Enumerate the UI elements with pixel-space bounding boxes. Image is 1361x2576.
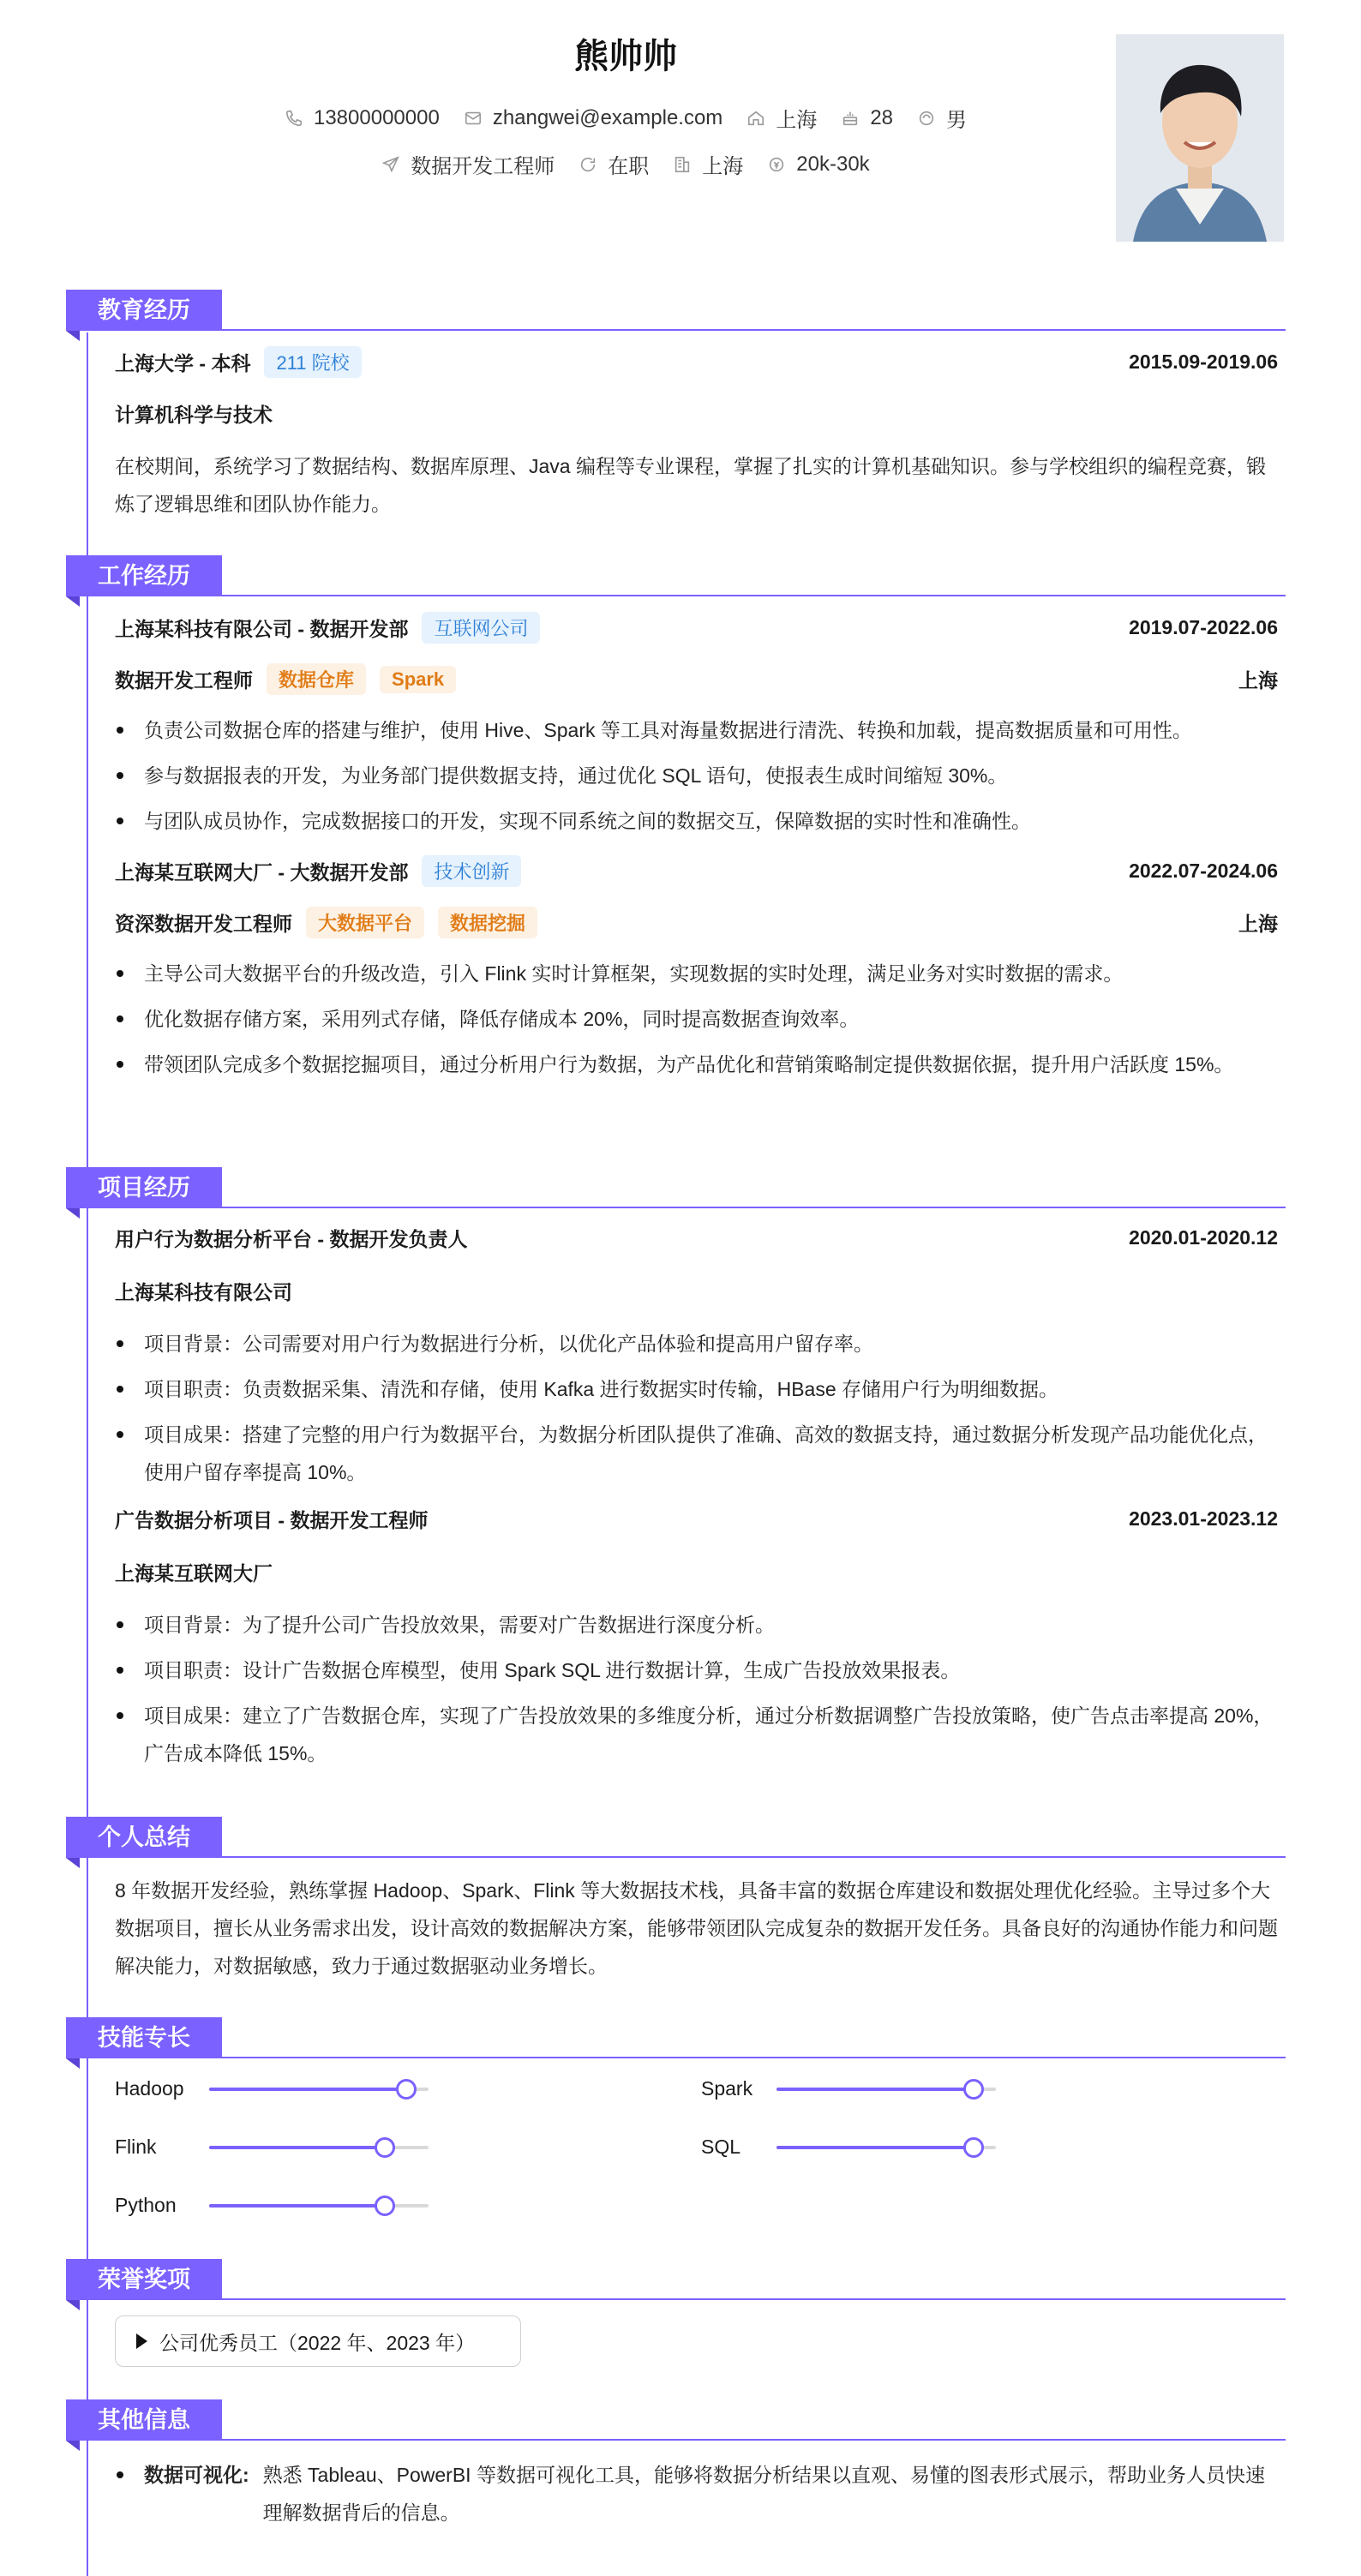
list-item: 带领团队完成多个数据挖掘项目，通过分析用户行为数据，为产品优化和营销策略制定提供数据依据，提升用户活跃度 15%。 [115,1045,1278,1083]
education-major: 计算机科学与技术 [115,404,273,426]
project-header [115,1224,1278,1252]
work-header [115,612,1278,644]
contact-row [0,103,1251,133]
skill-fill [209,2088,406,2091]
section-title: 荣誉奖项 [66,2259,222,2300]
section-title: 项目经历 [66,1167,222,1208]
skill-name: Flink [115,2136,157,2158]
skill-item [115,2136,429,2159]
skill-name: Python [115,2194,177,2216]
project-company: 上海某互联网大厂 [115,1562,273,1585]
education-description: 在校期间，系统学习了数据结构、数据库原理、Java 编程等专业课程，掌握了扎实的计算机基础知识。参与学校组织的编程竞赛，锻炼了逻辑思维和团队协作能力。 [115,455,1266,515]
timeline-line [87,332,88,2576]
phone-text: 13800000000 [313,105,440,129]
mail-icon [464,109,483,128]
education-header [115,346,1278,378]
skill-slider [209,2204,429,2208]
email-text: zhangwei@example.com [492,105,723,129]
skill-fill [209,2146,385,2149]
section-skills [66,2017,1286,2060]
phone-item [285,106,440,130]
skill-fill [776,2088,974,2091]
gender-icon [917,109,936,128]
honor-text: 公司优秀员工（2022 年、2023 年） [159,2331,476,2354]
section-rule [222,2057,1286,2058]
list-item: 负责公司数据仓库的搭建与维护，使用 Hive、Spark 等工具对海量数据进行清洗、转换和加载，提高数据质量和可用性。 [115,711,1278,749]
status-text: 在职 [608,155,650,178]
list-item: 项目背景：为了提升公司广告投放效果，需要对广告数据进行深度分析。 [115,1606,1278,1644]
education-period: 2015.09-2019.06 [1129,350,1278,373]
status-item [579,149,649,179]
honor-item[interactable] [115,2315,521,2367]
work-header [115,855,1278,887]
skill-item [115,2194,429,2217]
project-company-row [115,1558,1278,1586]
list-item: 优化数据存储方案，采用列式存储，降低存储成本 20%，同时提高数据查询效率。 [115,1000,1278,1038]
skill-item [701,2136,996,2159]
work-period: 2019.07-2022.06 [1129,616,1278,638]
work-city: 上海 [1238,669,1278,692]
company-tag: 技术创新 [422,855,521,887]
section-rule [222,1207,1286,1208]
section-summary [66,1817,1286,1860]
skill-knob [375,2137,395,2158]
section-rule [222,2439,1286,2441]
location-text: 上海 [776,109,818,132]
job-title-item [381,149,555,179]
age-text: 28 [870,105,894,129]
section-education [66,290,1286,332]
list-item [115,2456,1278,2531]
job-title-text: 数据开发工程师 [411,155,555,178]
home-icon [746,109,765,128]
gender-item [917,103,967,133]
section-rule [222,329,1286,331]
section-title: 个人总结 [66,1817,222,1858]
project-period: 2020.01-2020.12 [1129,1226,1278,1249]
work-period: 2022.07-2024.06 [1129,860,1278,882]
list-item: 主导公司大数据平台的升级改造，引入 Flink 实时计算框架，实现数据的实时处理，满足业务对实时数据的需求。 [115,955,1278,992]
job-intent-row [0,149,1251,179]
skill-slider [209,2088,429,2091]
building-icon [673,155,692,174]
other-label: 数据可视化: [144,2464,249,2486]
skill-item [701,2077,996,2100]
skill-item [115,2077,429,2100]
list-item: 项目背景：公司需要对用户行为数据进行分析，以优化产品体验和提高用户留存率。 [115,1325,1278,1363]
gender-text: 男 [946,109,968,132]
salary-item [767,153,869,177]
role-tag: Spark [380,666,456,693]
refresh-icon [579,155,597,174]
intended-city-item [673,149,743,179]
education-major-row [115,399,1278,428]
section-work [66,555,1286,598]
project-period: 2023.01-2023.12 [1129,1507,1278,1530]
school-tag: 211 院校 [264,346,361,378]
intended-city-text: 上海 [702,155,744,178]
work-role-row [115,907,1278,938]
work-role-row [115,663,1278,695]
skill-knob [963,2137,984,2158]
work-city: 上海 [1238,913,1278,935]
phone-icon [285,109,303,128]
skill-slider [776,2146,996,2149]
work-bullets [115,955,1278,1091]
company-tag: 互联网公司 [422,612,540,644]
project-header [115,1505,1278,1533]
list-item: 与团队成员协作，完成数据接口的开发，实现不同系统之间的数据交互，保障数据的实时性和准确性。 [115,802,1278,840]
project-title: 用户行为数据分析平台 - 数据开发负责人 [115,1228,468,1250]
role-tag: 数据挖掘 [438,907,537,938]
company-name: 上海某科技有限公司 - 数据开发部 [115,618,409,640]
school-name: 上海大学 - 本科 [115,352,251,374]
candidate-name: 熊帅帅 [574,38,677,75]
skill-slider [209,2146,429,2149]
project-title: 广告数据分析项目 - 数据开发工程师 [115,1509,429,1531]
salary-text: 20k-30k [796,152,870,176]
age-item [841,106,893,130]
skill-name: SQL [701,2136,741,2158]
section-honors [66,2259,1286,2302]
project-bullets [115,1606,1278,1780]
section-rule [222,2298,1286,2300]
skill-knob [396,2079,417,2100]
send-icon [381,155,400,174]
section-rule [222,1856,1286,1858]
section-title: 教育经历 [66,290,222,331]
role-tag: 数据仓库 [267,663,366,695]
project-company-row [115,1277,1278,1305]
location-item [746,103,817,133]
skill-fill [209,2204,385,2208]
section-title: 其他信息 [66,2399,222,2441]
section-other [66,2399,1286,2442]
money-icon [767,155,786,174]
role-name: 资深数据开发工程师 [115,913,292,935]
section-title: 工作经历 [66,555,222,596]
project-company: 上海某科技有限公司 [115,1281,292,1303]
list-item: 项目成果：搭建了完整的用户行为数据平台，为数据分析团队提供了准确、高效的数据支持，通过数据分析发现产品功能优化点，使用户留存率提高 10%。 [115,1416,1278,1491]
skill-knob [963,2079,984,2100]
other-info [115,2456,1278,2531]
list-item: 参与数据报表的开发，为业务部门提供数据支持，通过优化 SQL 语句，使报表生成时间缩短 30%。 [115,757,1278,794]
list-item: 项目职责：设计广告数据仓库模型，使用 Spark SQL 进行数据计算，生成广告投放效果报表。 [115,1651,1278,1689]
skill-knob [375,2196,395,2216]
section-rule [222,595,1286,596]
role-tag: 大数据平台 [306,907,424,938]
skill-name: Spark [701,2077,753,2100]
profile-photo [1116,34,1284,242]
section-projects [66,1167,1286,1210]
project-bullets [115,1325,1278,1499]
skill-fill [776,2146,974,2149]
list-item: 项目成果：建立了广告数据仓库，实现了广告投放效果的多维度分析，通过分析数据调整广告投放策略，使广告点击率提高 20%，广告成本降低 15%。 [115,1697,1278,1772]
cake-icon [841,109,860,128]
list-item: 项目职责：负责数据采集、清洗和存储，使用 Kafka 进行数据实时传输，HBase 存储用户行为明细数据。 [115,1370,1278,1408]
role-name: 数据开发工程师 [115,669,253,692]
section-title: 技能专长 [66,2017,222,2058]
caret-right-icon [136,2333,147,2349]
email-item [464,106,723,130]
other-text: 熟悉 Tableau、PowerBI 等数据可视化工具，能够将数据分析结果以直观、易懂的图表形式展示，帮助业务人员快速理解数据背后的信息。 [262,2464,1265,2524]
company-name: 上海某互联网大厂 - 大数据开发部 [115,861,409,884]
work-bullets [115,711,1278,848]
skill-name: Hadoop [115,2077,184,2100]
summary-text: 8 年数据开发经验，熟练掌握 Hadoop、Spark、Flink 等大数据技术栈，具备丰富的数据仓库建设和数据处理优化经验。主导过多个大数据项目，擅长从业务需求出发，设计高效的数据解决方案，能够带领团队完成复杂的数据开发任务。具备良好的沟通协作能力和问题解决能力，对数据敏感，致力于通过数据驱动业务增长。 [115,1879,1278,1977]
skill-slider [776,2088,996,2091]
